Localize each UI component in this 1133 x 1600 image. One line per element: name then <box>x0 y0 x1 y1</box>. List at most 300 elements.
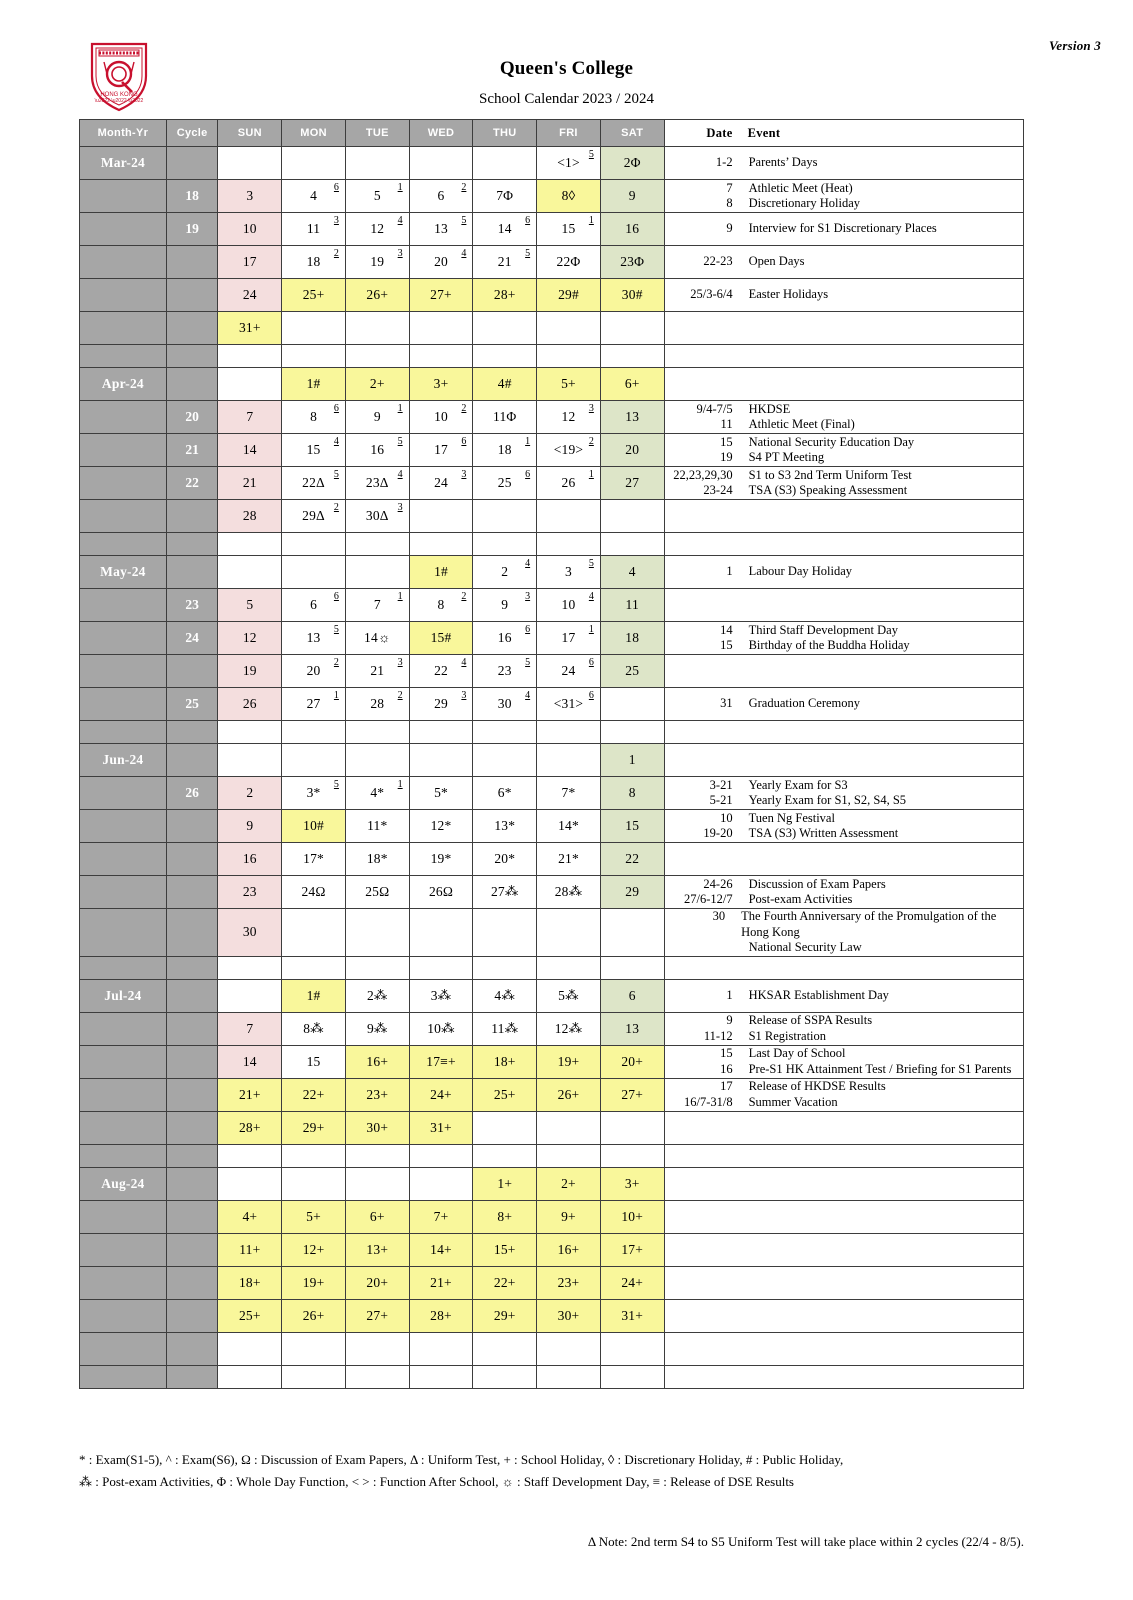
day-cell <box>282 500 346 533</box>
separator-day-cell <box>409 1365 473 1388</box>
day-cell <box>600 1012 664 1045</box>
separator-day-cell <box>537 1365 601 1388</box>
event-cell <box>664 744 1023 777</box>
event-entry <box>665 1013 1023 1029</box>
day-cycle-number: 6 <box>525 469 531 480</box>
month-spacer-cell <box>80 246 167 279</box>
separator-cycle-cell <box>166 1365 218 1388</box>
day-cell <box>473 1200 537 1233</box>
event-date: 9 <box>726 221 733 236</box>
day-number: 28 <box>370 696 385 711</box>
day-number: 26+ <box>366 287 389 302</box>
day-number: 15# <box>430 630 452 645</box>
cycle-cell <box>166 246 218 279</box>
month-separator-row <box>80 345 1024 368</box>
event-date: 5-21 <box>709 793 733 807</box>
day-number: 14 <box>497 221 512 236</box>
day-cell <box>282 246 346 279</box>
day-cell <box>473 1299 537 1332</box>
month-separator-row <box>80 533 1024 556</box>
day-cell <box>409 1045 473 1078</box>
day-number: 20+ <box>366 1274 389 1290</box>
event-entry <box>665 909 1023 940</box>
column-header-cycle: Cycle <box>166 120 218 147</box>
day-cell <box>345 777 409 810</box>
day-cell <box>473 688 537 721</box>
day-number: 15 <box>306 1053 321 1069</box>
page-title: Queen's College <box>499 58 634 79</box>
day-cell-empty <box>537 909 601 957</box>
day-number: 23Δ <box>365 475 389 490</box>
day-number: 30 <box>242 924 257 940</box>
day-cycle-number: 3 <box>461 690 467 701</box>
day-number: 8◊ <box>561 188 576 203</box>
separator-day-cell <box>600 721 664 744</box>
day-number: 7 <box>246 409 254 424</box>
day-cell <box>473 1045 537 1078</box>
day-cell <box>537 876 601 909</box>
day-cycle-number: 3 <box>461 469 467 480</box>
calendar-week-row <box>80 1045 1024 1078</box>
cycle-cell <box>166 655 218 688</box>
day-cell <box>409 1078 473 1111</box>
day-cell-empty <box>345 312 409 345</box>
day-number: 22Δ <box>302 475 325 490</box>
cycle-cell: 19 <box>166 213 218 246</box>
day-cell <box>473 655 537 688</box>
column-header-mon: MON <box>282 120 346 147</box>
month-label-cell: May-24 <box>80 556 167 589</box>
day-cell <box>409 467 473 500</box>
day-cell <box>218 589 282 622</box>
day-cycle-number: 2 <box>333 502 339 513</box>
day-number: 22 <box>434 663 448 678</box>
day-number: 23 <box>242 884 257 899</box>
day-cell <box>282 777 346 810</box>
day-number: 14* <box>558 818 579 833</box>
day-cycle-number: 6 <box>588 657 594 668</box>
day-cell <box>218 180 282 213</box>
day-cell-empty <box>473 909 537 957</box>
event-entry <box>665 623 1023 639</box>
day-cell <box>218 777 282 810</box>
day-cycle-number: 6 <box>333 403 339 414</box>
day-cell-empty <box>345 1332 409 1365</box>
day-number: 10⁂ <box>427 1020 455 1036</box>
event-cell <box>664 655 1023 688</box>
event-cell <box>664 1167 1023 1200</box>
day-cell <box>473 810 537 843</box>
event-text: The Fourth Anniversary of the Promulgation of the Hong Kong <box>741 909 997 939</box>
event-entry <box>665 811 1023 827</box>
day-cell <box>345 1200 409 1233</box>
version-label: Version 3 <box>1048 38 1101 53</box>
day-number: 4⁂ <box>494 987 516 1003</box>
page-subtitle: School Calendar 2023 / 2024 <box>479 91 654 107</box>
day-cell <box>409 876 473 909</box>
day-cell-empty <box>218 147 282 180</box>
day-cell <box>409 434 473 467</box>
day-cell <box>218 213 282 246</box>
day-cell <box>345 843 409 876</box>
separator-day-cell <box>473 345 537 368</box>
day-cell <box>345 1266 409 1299</box>
day-number: 12 <box>242 630 257 645</box>
day-cell <box>345 688 409 721</box>
separator-day-cell <box>218 533 282 556</box>
day-cycle-number: 2 <box>461 591 467 602</box>
legend-line-1: * : Exam(S1-5), ^ : Exam(S6), Ω : Discussion of Exam Papers, Δ : Uniform Test, + : School Holiday, ◊ : Discretionary Holiday, # : Public Holiday, <box>79 1452 844 1467</box>
event-entry <box>665 181 1023 197</box>
day-number: 13+ <box>366 1241 389 1257</box>
day-cycle-number: 5 <box>588 558 594 569</box>
day-number: 3⁂ <box>430 987 452 1003</box>
day-cell <box>537 1045 601 1078</box>
day-cycle-number: 4 <box>397 215 403 226</box>
event-date: 31 <box>720 696 733 711</box>
day-cell <box>537 1299 601 1332</box>
day-cell <box>537 213 601 246</box>
day-number: 11+ <box>239 1241 261 1257</box>
event-date: 27/6-12/7 <box>683 892 733 906</box>
month-spacer-cell <box>80 1332 167 1365</box>
day-cell <box>473 1167 537 1200</box>
day-cell <box>409 655 473 688</box>
day-number: 6 <box>437 188 445 203</box>
calendar-week-row <box>80 1299 1024 1332</box>
day-cell <box>409 1012 473 1045</box>
day-cell <box>473 401 537 434</box>
day-number: 5 <box>373 188 381 203</box>
cycle-cell: 26 <box>166 777 218 810</box>
separator-day-cell <box>218 721 282 744</box>
cycle-cell: 24 <box>166 622 218 655</box>
month-separator-row <box>80 1144 1024 1167</box>
day-cell <box>537 1012 601 1045</box>
day-cell <box>473 1078 537 1111</box>
day-number: 18 <box>625 630 640 645</box>
day-cell <box>537 434 601 467</box>
day-number: 6 <box>628 987 636 1003</box>
day-cell <box>600 1233 664 1266</box>
day-number: <31> <box>553 696 584 711</box>
event-date: 22,23,29,30 <box>673 467 733 482</box>
event-date: 19 <box>720 450 733 464</box>
cycle-cell <box>166 368 218 401</box>
separator-month-cell <box>80 533 167 556</box>
event-text: Discretionary Holiday <box>748 196 861 210</box>
day-number: 26 <box>561 475 576 490</box>
day-cycle-number: 1 <box>588 215 594 226</box>
event-entry <box>665 468 1023 484</box>
day-number: 25+ <box>238 1307 261 1323</box>
day-number: 28+ <box>493 287 516 302</box>
day-cycle-number: 4 <box>397 469 403 480</box>
day-cell-empty <box>473 1111 537 1144</box>
day-number: 23 <box>497 663 512 678</box>
day-number: 26 <box>242 696 257 711</box>
day-cycle-number: 5 <box>525 657 531 668</box>
day-cell <box>218 1045 282 1078</box>
day-number: 20* <box>494 851 516 866</box>
day-number: 7 <box>373 597 381 612</box>
day-number: 1# <box>306 987 321 1003</box>
separator-cycle-cell <box>166 345 218 368</box>
day-cell <box>537 777 601 810</box>
day-cell-empty <box>600 909 664 957</box>
separator-day-cell <box>409 345 473 368</box>
day-cell <box>345 876 409 909</box>
separator-month-cell <box>80 956 167 979</box>
day-number: 18 <box>497 442 512 457</box>
day-cell <box>282 1012 346 1045</box>
day-number: 1# <box>306 376 321 391</box>
event-date: 15 <box>720 1046 733 1060</box>
day-number: 16+ <box>557 1241 580 1257</box>
day-number: 30# <box>621 287 643 302</box>
cycle-cell <box>166 500 218 533</box>
separator-day-cell <box>282 1365 346 1388</box>
month-spacer-cell <box>80 1045 167 1078</box>
day-number: 2⁂ <box>366 987 388 1003</box>
cycle-cell: 23 <box>166 589 218 622</box>
day-number: 28 <box>242 508 257 523</box>
day-cycle-number: 2 <box>333 657 339 668</box>
calendar-week-row <box>80 622 1024 655</box>
day-cell-empty <box>282 556 346 589</box>
day-number: 8+ <box>497 1208 513 1224</box>
day-number: 23Φ <box>620 254 645 269</box>
day-cell <box>600 147 664 180</box>
separator-day-cell <box>537 533 601 556</box>
event-entry <box>665 696 1023 712</box>
event-date: 11 <box>720 417 733 431</box>
event-entry <box>665 638 1023 654</box>
separator-day-cell <box>473 1365 537 1388</box>
day-number: 31+ <box>621 1307 644 1323</box>
day-number: 20 <box>625 442 640 457</box>
day-number: 6 <box>310 597 318 612</box>
separator-day-cell <box>218 345 282 368</box>
day-cycle-number: 4 <box>461 657 467 668</box>
calendar-week-row <box>80 401 1024 434</box>
day-number: 19 <box>242 663 257 678</box>
day-number: 22+ <box>302 1086 325 1102</box>
day-cycle-number: 2 <box>461 403 467 414</box>
month-spacer-cell <box>80 909 167 957</box>
day-number: 27+ <box>621 1086 644 1102</box>
day-number: 14 <box>242 442 257 457</box>
event-cell <box>664 1045 1023 1078</box>
day-number: 8 <box>310 409 318 424</box>
cycle-cell <box>166 843 218 876</box>
day-cell <box>218 401 282 434</box>
event-date: 9/4-7/5 <box>696 401 733 416</box>
day-number: 17≡+ <box>426 1053 456 1069</box>
day-cell <box>282 1266 346 1299</box>
day-cell <box>537 688 601 721</box>
day-number: 19+ <box>302 1274 325 1290</box>
day-cell <box>218 246 282 279</box>
day-cell-empty <box>218 556 282 589</box>
day-cell-empty <box>282 312 346 345</box>
column-header-thu: THU <box>473 120 537 147</box>
day-number: 24Ω <box>301 884 326 899</box>
day-number: 11* <box>367 818 388 833</box>
day-cell <box>218 1111 282 1144</box>
separator-event-cell <box>664 1365 1023 1388</box>
cycle-cell: 22 <box>166 467 218 500</box>
month-spacer-cell <box>80 777 167 810</box>
calendar-week-row <box>80 434 1024 467</box>
day-number: 13 <box>625 409 640 424</box>
separator-day-cell <box>345 956 409 979</box>
day-cell-empty <box>282 744 346 777</box>
day-cell-empty <box>409 147 473 180</box>
uniform-test-note: Δ Note: 2nd term S4 to S5 Uniform Test will take place within 2 cycles (22/4 - 8/5). <box>587 1534 1024 1549</box>
event-date: 8 <box>726 196 733 210</box>
day-number: 16+ <box>366 1053 389 1069</box>
day-cell-empty <box>537 1111 601 1144</box>
day-cycle-number: 1 <box>397 779 403 790</box>
day-number: 17* <box>303 851 324 866</box>
cycle-cell <box>166 1012 218 1045</box>
day-number: 18+ <box>493 1053 516 1069</box>
event-text: Release of HKDSE Results <box>748 1079 886 1093</box>
event-text: TSA (S3) Written Assessment <box>748 826 899 840</box>
day-cell-empty <box>345 1167 409 1200</box>
event-text: Athletic Meet (Heat) <box>748 180 853 195</box>
day-cell <box>537 1078 601 1111</box>
event-cell <box>664 876 1023 909</box>
event-cell <box>664 843 1023 876</box>
day-cell <box>218 843 282 876</box>
day-cell-empty <box>409 1332 473 1365</box>
day-cell-empty <box>600 1332 664 1365</box>
day-cell <box>600 810 664 843</box>
day-cell <box>473 467 537 500</box>
day-cell <box>282 368 346 401</box>
day-number: 28+ <box>238 1119 261 1135</box>
day-cell <box>409 810 473 843</box>
cycle-cell <box>166 1200 218 1233</box>
day-number: 17 <box>434 442 448 457</box>
day-cycle-number: 5 <box>333 624 339 635</box>
cycle-cell <box>166 979 218 1012</box>
event-date: 10 <box>720 810 733 825</box>
day-number: 25Ω <box>365 884 390 899</box>
event-cell <box>664 589 1023 622</box>
day-number: 22+ <box>493 1274 516 1290</box>
day-cell-empty <box>600 1111 664 1144</box>
day-cell <box>537 589 601 622</box>
event-text: S4 PT Meeting <box>748 450 825 464</box>
day-cell-empty <box>345 744 409 777</box>
day-cell <box>537 180 601 213</box>
event-cell <box>664 434 1023 467</box>
event-date: 16/7-31/8 <box>683 1094 733 1109</box>
day-number: 29# <box>558 287 579 302</box>
day-number: 4 <box>628 564 636 579</box>
event-cell <box>664 622 1023 655</box>
day-number: 24+ <box>430 1086 452 1102</box>
separator-day-cell <box>282 721 346 744</box>
event-cell <box>664 979 1023 1012</box>
day-number: 30 <box>497 696 512 711</box>
day-cell <box>282 1200 346 1233</box>
day-number: 19+ <box>557 1053 580 1069</box>
month-spacer-cell <box>80 1233 167 1266</box>
event-date: 24-26 <box>703 876 733 891</box>
event-text: Open Days <box>748 254 805 269</box>
event-text: HKDSE <box>748 401 791 416</box>
day-cell <box>282 1045 346 1078</box>
day-number: 8⁂ <box>303 1020 324 1036</box>
separator-day-cell <box>409 1144 473 1167</box>
day-number: 12⁂ <box>554 1020 583 1036</box>
day-cell <box>282 401 346 434</box>
calendar-week-row <box>80 368 1024 401</box>
day-cell-empty <box>218 979 282 1012</box>
legend-line-2: ⁂ : Post-exam Activities, Φ : Whole Day Function, < > : Function After School, ☼ : Staff Development Day, ≡ : Release of DSE Results <box>79 1474 794 1489</box>
day-cell <box>600 1200 664 1233</box>
day-number: 29Δ <box>302 508 325 523</box>
day-number: 5⁂ <box>558 987 579 1003</box>
day-number: 3 <box>246 188 254 203</box>
month-spacer-cell <box>80 434 167 467</box>
day-number: 11 <box>306 221 321 236</box>
day-cell <box>409 368 473 401</box>
day-cycle-number: 2 <box>333 248 339 259</box>
day-cell <box>473 246 537 279</box>
day-number: 28⁂ <box>554 884 583 899</box>
cycle-cell <box>166 1111 218 1144</box>
event-text: Post-exam Activities <box>748 892 853 906</box>
day-cell <box>345 1012 409 1045</box>
day-cell <box>600 622 664 655</box>
column-header-event: Event <box>747 125 781 140</box>
month-spacer-cell <box>80 589 167 622</box>
event-text: HKSAR Establishment Day <box>748 987 889 1002</box>
day-cycle-number: 1 <box>333 690 339 701</box>
day-cell <box>282 279 346 312</box>
day-cell <box>473 180 537 213</box>
svg-text:HONG KONG: HONG KONG <box>100 92 138 98</box>
cycle-cell <box>166 556 218 589</box>
day-number: 27⁂ <box>490 884 519 899</box>
day-cell-empty <box>409 500 473 533</box>
day-cell-empty <box>345 909 409 957</box>
separator-month-cell <box>80 1365 167 1388</box>
calendar-week-row <box>80 213 1024 246</box>
day-cell <box>473 1012 537 1045</box>
table-header-row <box>80 120 1024 147</box>
cycle-cell <box>166 1332 218 1365</box>
day-cell <box>537 467 601 500</box>
separator-day-cell <box>282 956 346 979</box>
day-cell <box>218 1200 282 1233</box>
event-entry <box>665 564 1023 580</box>
month-spacer-cell <box>80 213 167 246</box>
day-number: 27 <box>625 475 640 490</box>
event-entry <box>665 892 1023 908</box>
day-number: 3+ <box>433 376 449 391</box>
day-number: 13* <box>494 818 516 833</box>
day-cycle-number: 1 <box>397 591 403 602</box>
day-cell <box>218 622 282 655</box>
day-cycle-number: 3 <box>397 657 403 668</box>
day-cell <box>600 1266 664 1299</box>
